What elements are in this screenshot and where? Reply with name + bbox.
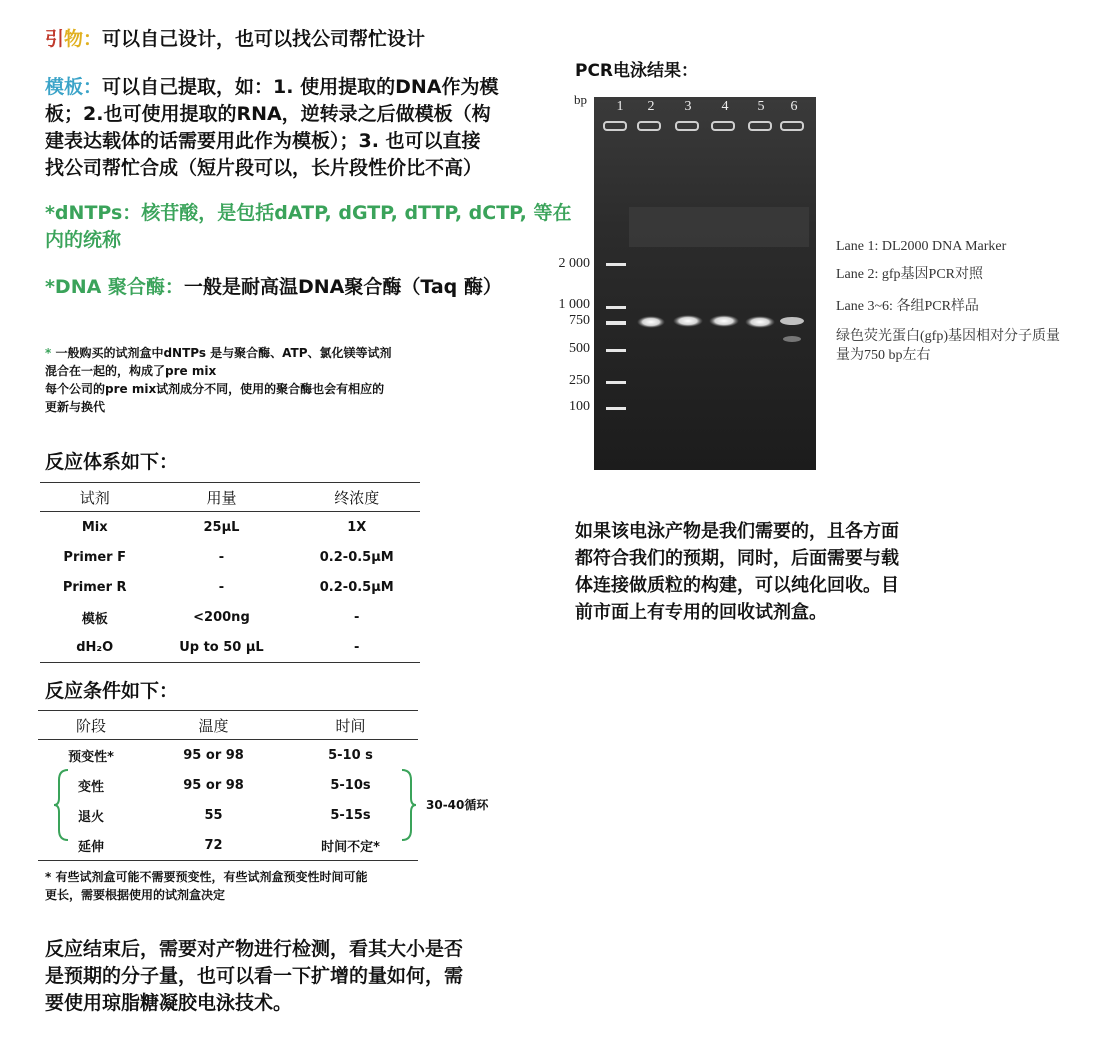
- recovery-line-2: 体连接做质粒的构建，可以纯化回收。目: [575, 575, 899, 596]
- cell: <200ng: [193, 609, 250, 625]
- note-predenature: [45, 868, 445, 904]
- primer-label-b: 物：: [64, 28, 103, 50]
- polymerase-text: 一般是耐高温DNA聚合酶（Taq 酶）: [183, 276, 502, 298]
- dntps-paragraph: [45, 200, 571, 254]
- caption-lane3-6: Lane 3~6: 各组PCR样品: [836, 299, 979, 314]
- note1-line-1: 混合在一起的，构成了pre mix: [45, 364, 217, 378]
- cell: 55: [204, 807, 223, 823]
- lane-number: 1: [616, 99, 624, 114]
- table-row: [38, 770, 418, 800]
- header-concentration: 终浓度: [294, 483, 421, 512]
- cell: -: [218, 579, 225, 595]
- table-header-row: [40, 483, 420, 512]
- cell: 95 or 98: [183, 747, 244, 763]
- primer-text: 可以自己设计，也可以找公司帮忙设计: [102, 28, 426, 50]
- ladder-label: 1 000: [558, 297, 590, 312]
- ladder-label: 750: [569, 313, 590, 328]
- table-row: [40, 512, 420, 543]
- cell: 25μL: [203, 519, 240, 535]
- recovery-line-1: 都符合我们的预期，同时，后面需要与载: [575, 548, 899, 569]
- cell: Primer R: [62, 579, 127, 595]
- table-row: [40, 602, 420, 632]
- cell: 预变性*: [68, 749, 114, 765]
- system-title: 反应体系如下：: [45, 451, 179, 473]
- cell: 0.2-0.5μM: [319, 579, 394, 595]
- table-row: [40, 572, 420, 602]
- bp-unit: bp: [574, 92, 587, 107]
- conditions-title: 反应条件如下：: [45, 680, 179, 702]
- conclusion-line-1: 是预期的分子量，也可以看一下扩增的量如何，需: [45, 965, 464, 987]
- note1-line-3: 更新与换代: [45, 400, 106, 414]
- caption-lane1: Lane 1: DL2000 DNA Marker: [836, 239, 1007, 254]
- ladder-label: 500: [569, 341, 590, 356]
- header-amount: 用量: [149, 483, 293, 512]
- header-time: 时间: [283, 711, 418, 740]
- header-reagent: 试剂: [40, 483, 149, 512]
- dntps-line-0: *dNTPs：核苷酸，是包括dATP, dGTP, dTTP, dCTP, 等在: [45, 202, 572, 224]
- ladder-label: 100: [569, 399, 590, 414]
- caption-lane2: Lane 2: gfp基因PCR对照: [836, 267, 983, 282]
- cell: 5-10 s: [328, 747, 373, 763]
- cell: 72: [204, 837, 223, 853]
- polymerase-line: [45, 274, 502, 301]
- header-temperature: 温度: [144, 711, 283, 740]
- cell: 1X: [347, 519, 367, 535]
- lane-number: 5: [757, 99, 765, 114]
- recovery-paragraph: [575, 518, 899, 626]
- gel-bands: [594, 97, 816, 470]
- cell: 退火: [78, 809, 105, 825]
- lane-number: 4: [721, 99, 729, 114]
- conclusion-line-2: 要使用琼脂糖凝胶电泳技术。: [45, 992, 293, 1014]
- template-line-0: 可以自己提取，如：1. 使用提取的DNA作为模: [102, 76, 499, 98]
- template-line-3: 找公司帮忙合成（短片段可以，长片段性价比不高）: [45, 157, 483, 179]
- cell: 模板: [81, 611, 108, 627]
- lane-number: 3: [684, 99, 692, 114]
- note-premix: [45, 344, 445, 416]
- cell: Primer F: [63, 549, 126, 565]
- polymerase-label: *DNA 聚合酶：: [45, 276, 184, 298]
- reaction-system-table: [40, 482, 420, 663]
- primer-label-a: 引: [45, 28, 65, 50]
- cell: 变性: [78, 779, 105, 795]
- ladder-label: 2 000: [558, 256, 590, 271]
- cell: 5-15s: [330, 807, 371, 823]
- cell: 时间不定*: [321, 839, 380, 855]
- template-paragraph: [45, 74, 545, 182]
- conclusion-line-0: 反应结束后，需要对产物进行检测，看其大小是否: [45, 938, 464, 960]
- primer-line: [45, 26, 425, 53]
- conclusion-paragraph: [45, 936, 463, 1017]
- table-row: [38, 740, 418, 771]
- cell: 0.2-0.5μM: [319, 549, 394, 565]
- recovery-line-0: 如果该电泳产物是我们需要的，且各方面: [575, 521, 899, 542]
- template-line-2: 建表达载体的话需要用此作为模板）；3. 也可以直接: [45, 130, 481, 152]
- header-stage: 阶段: [38, 711, 144, 740]
- dntps-line-1: 内的统称: [45, 229, 122, 251]
- gel-title: PCR电泳结果：: [575, 61, 699, 81]
- table-row: [40, 632, 420, 663]
- cell: Mix: [81, 519, 108, 535]
- reaction-conditions-table: [38, 710, 418, 861]
- caption-gfp-line1: 绿色荧光蛋白(gfp)基因相对分子质量: [836, 329, 1060, 344]
- cell: -: [218, 549, 225, 565]
- right-brace-icon: [398, 768, 418, 842]
- template-line-1: 板；2.也可使用提取的RNA，逆转录之后做模板（构: [45, 103, 491, 125]
- lane-number: 2: [647, 99, 655, 114]
- note2-line-0: * 有些试剂盒可能不需要预变性，有些试剂盒预变性时间可能: [45, 870, 368, 884]
- recovery-line-3: 前市面上有专用的回收试剂盒。: [575, 602, 827, 623]
- lane-number: 6: [790, 99, 798, 114]
- cell: dH₂O: [76, 639, 114, 655]
- template-label: 模板：: [45, 76, 103, 98]
- cell: Up to 50 μL: [179, 639, 264, 655]
- ladder-label: 250: [569, 373, 590, 388]
- cell: -: [354, 639, 360, 655]
- caption-gfp-line2: 量为750 bp左右: [836, 348, 931, 363]
- gel-image: [594, 97, 816, 470]
- table-header-row: [38, 711, 418, 740]
- note-star: *: [45, 346, 56, 360]
- note1-line-2: 每个公司的pre mix试剂成分不同，使用的聚合酶也会有相应的: [45, 382, 385, 396]
- note1-line-0: 一般购买的试剂盒中dNTPs 是与聚合酶、ATP、氯化镁等试剂: [55, 346, 392, 360]
- cycle-label: 30-40循环: [426, 798, 489, 812]
- table-row: [38, 800, 418, 830]
- table-row: [38, 830, 418, 861]
- cell: -: [354, 609, 360, 625]
- cell: 延伸: [78, 839, 105, 855]
- note2-line-1: 更长，需要根据使用的试剂盒决定: [45, 888, 226, 902]
- left-brace-icon: [52, 768, 72, 842]
- cell: 5-10s: [330, 777, 371, 793]
- table-row: [40, 542, 420, 572]
- cell: 95 or 98: [183, 777, 244, 793]
